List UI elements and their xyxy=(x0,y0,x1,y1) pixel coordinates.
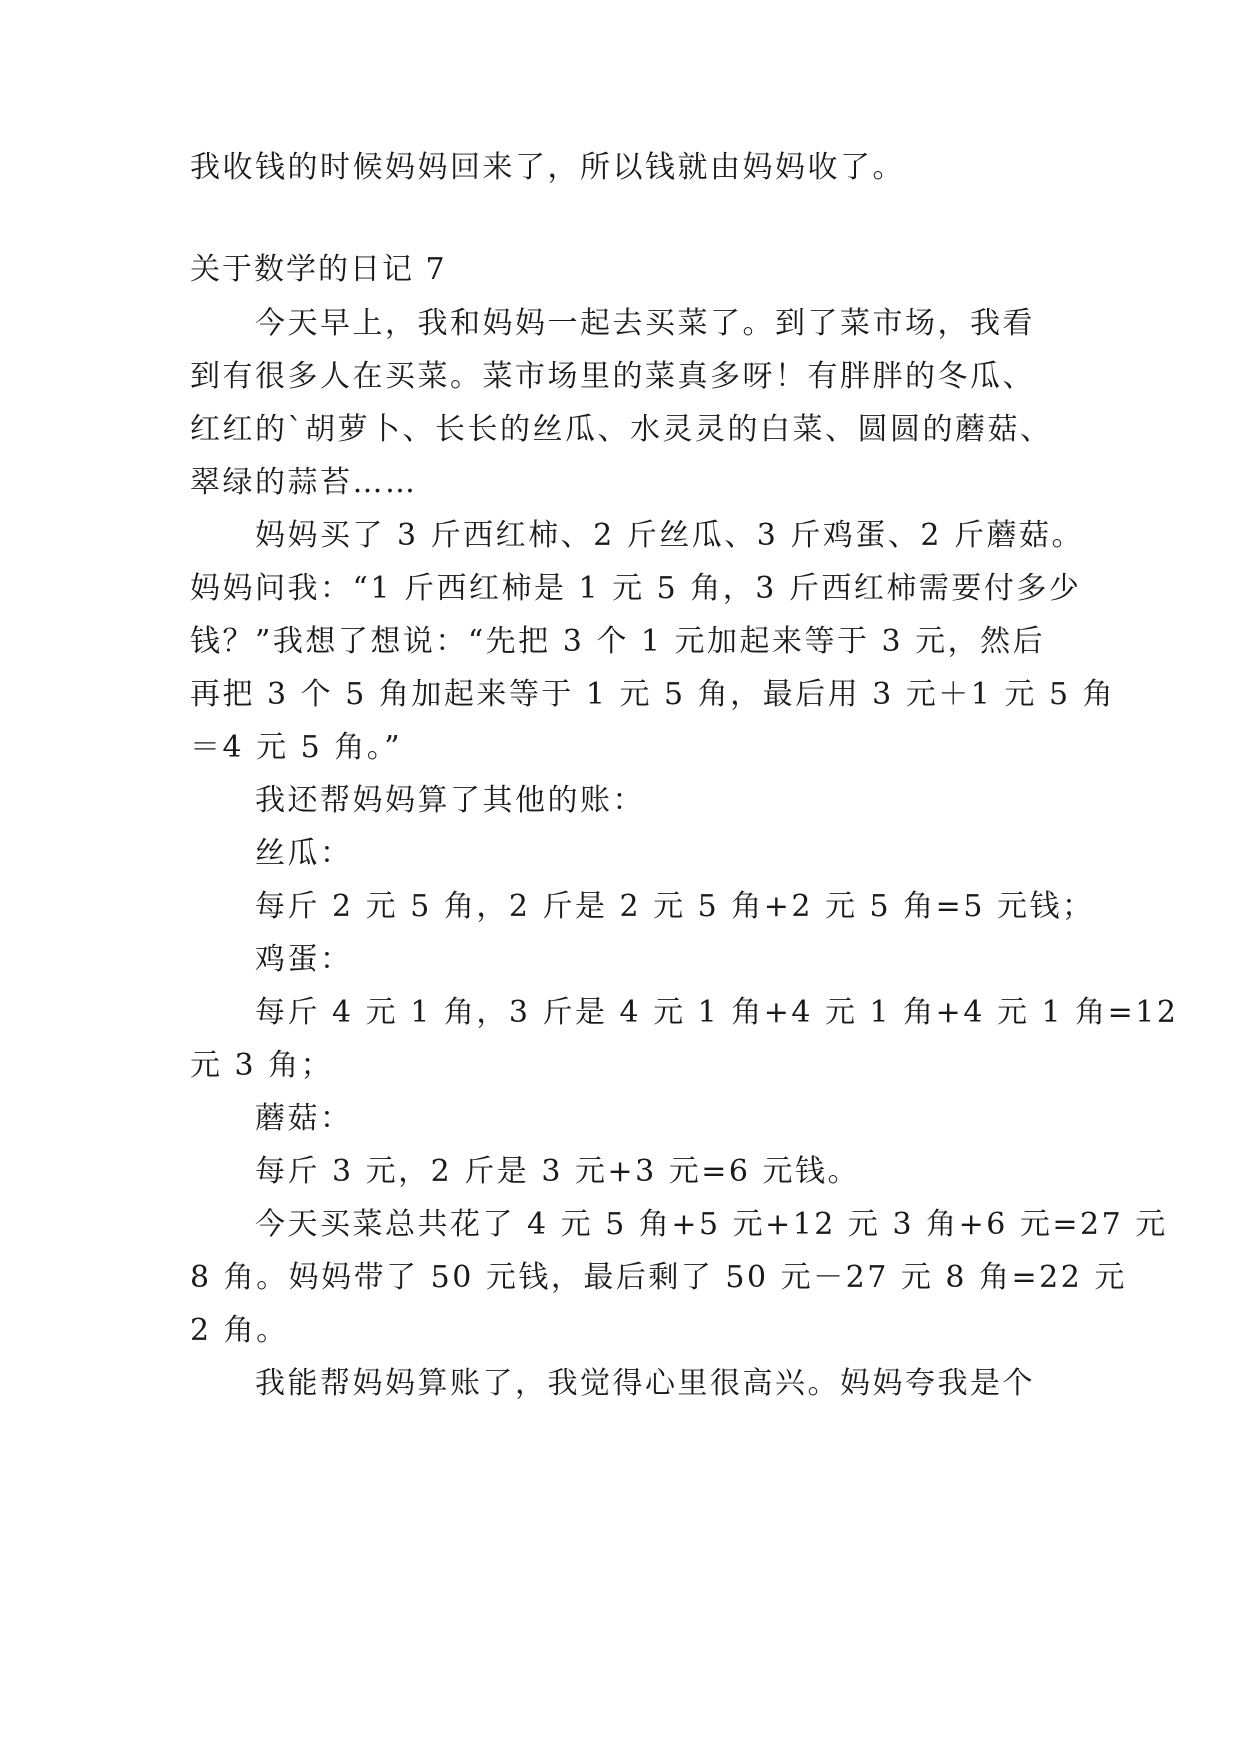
paragraph-line: 蘑菇： xyxy=(255,1101,353,1136)
paragraph-line: 元 3 角； xyxy=(190,1048,334,1083)
paragraph-line: 妈妈买了 3 斤西红柿、2 斤丝瓜、3 斤鸡蛋、2 斤蘑菇。 xyxy=(255,518,1085,553)
paragraph-line: 每斤 2 元 5 角，2 斤是 2 元 5 角+2 元 5 角=5 元钱； xyxy=(255,889,1095,924)
paragraph-line: 我收钱的时候妈妈回来了，所以钱就由妈妈收了。 xyxy=(190,150,905,185)
paragraph-line: 8 角。妈妈带了 50 元钱，最后剩了 50 元－27 元 8 角=22 元 xyxy=(190,1260,1127,1295)
paragraph-line: 每斤 4 元 1 角，3 斤是 4 元 1 角+4 元 1 角+4 元 1 角=12 xyxy=(255,995,1179,1030)
paragraph-line: ＝4 元 5 角。” xyxy=(190,730,403,765)
paragraph-line: 每斤 3 元，2 斤是 3 元+3 元=6 元钱。 xyxy=(255,1154,860,1189)
paragraph-line: 今天买菜总共花了 4 元 5 角+5 元+12 元 3 角+6 元=27 元 xyxy=(255,1207,1168,1242)
section-heading: 关于数学的日记 7 xyxy=(190,252,447,287)
paragraph-line: 到有很多人在买菜。菜市场里的菜真多呀！有胖胖的冬瓜、 xyxy=(190,359,1035,394)
paragraph-line: 2 角。 xyxy=(190,1313,289,1348)
paragraph-line: 钱？”我想了想说：“先把 3 个 1 元加起来等于 3 元，然后 xyxy=(190,624,1046,659)
paragraph-line: 再把 3 个 5 角加起来等于 1 元 5 角，最后用 3 元＋1 元 5 角 xyxy=(190,677,1116,712)
paragraph-line: 妈妈问我：“1 斤西红柿是 1 元 5 角，3 斤西红柿需要付多少 xyxy=(190,571,1082,606)
paragraph-line: 红红的`胡萝卜、长长的丝瓜、水灵灵的白菜、圆圆的蘑菇、 xyxy=(190,412,1053,447)
paragraph-line: 我能帮妈妈算账了，我觉得心里很高兴。妈妈夸我是个 xyxy=(255,1366,1035,1401)
paragraph-line: 我还帮妈妈算了其他的账： xyxy=(255,783,645,818)
paragraph-line: 丝瓜： xyxy=(255,836,353,871)
paragraph-line: 鸡蛋： xyxy=(255,942,353,977)
paragraph-line: 今天早上，我和妈妈一起去买菜了。到了菜市场，我看 xyxy=(255,306,1035,341)
paragraph-line: 翠绿的蒜苔…… xyxy=(190,465,418,500)
